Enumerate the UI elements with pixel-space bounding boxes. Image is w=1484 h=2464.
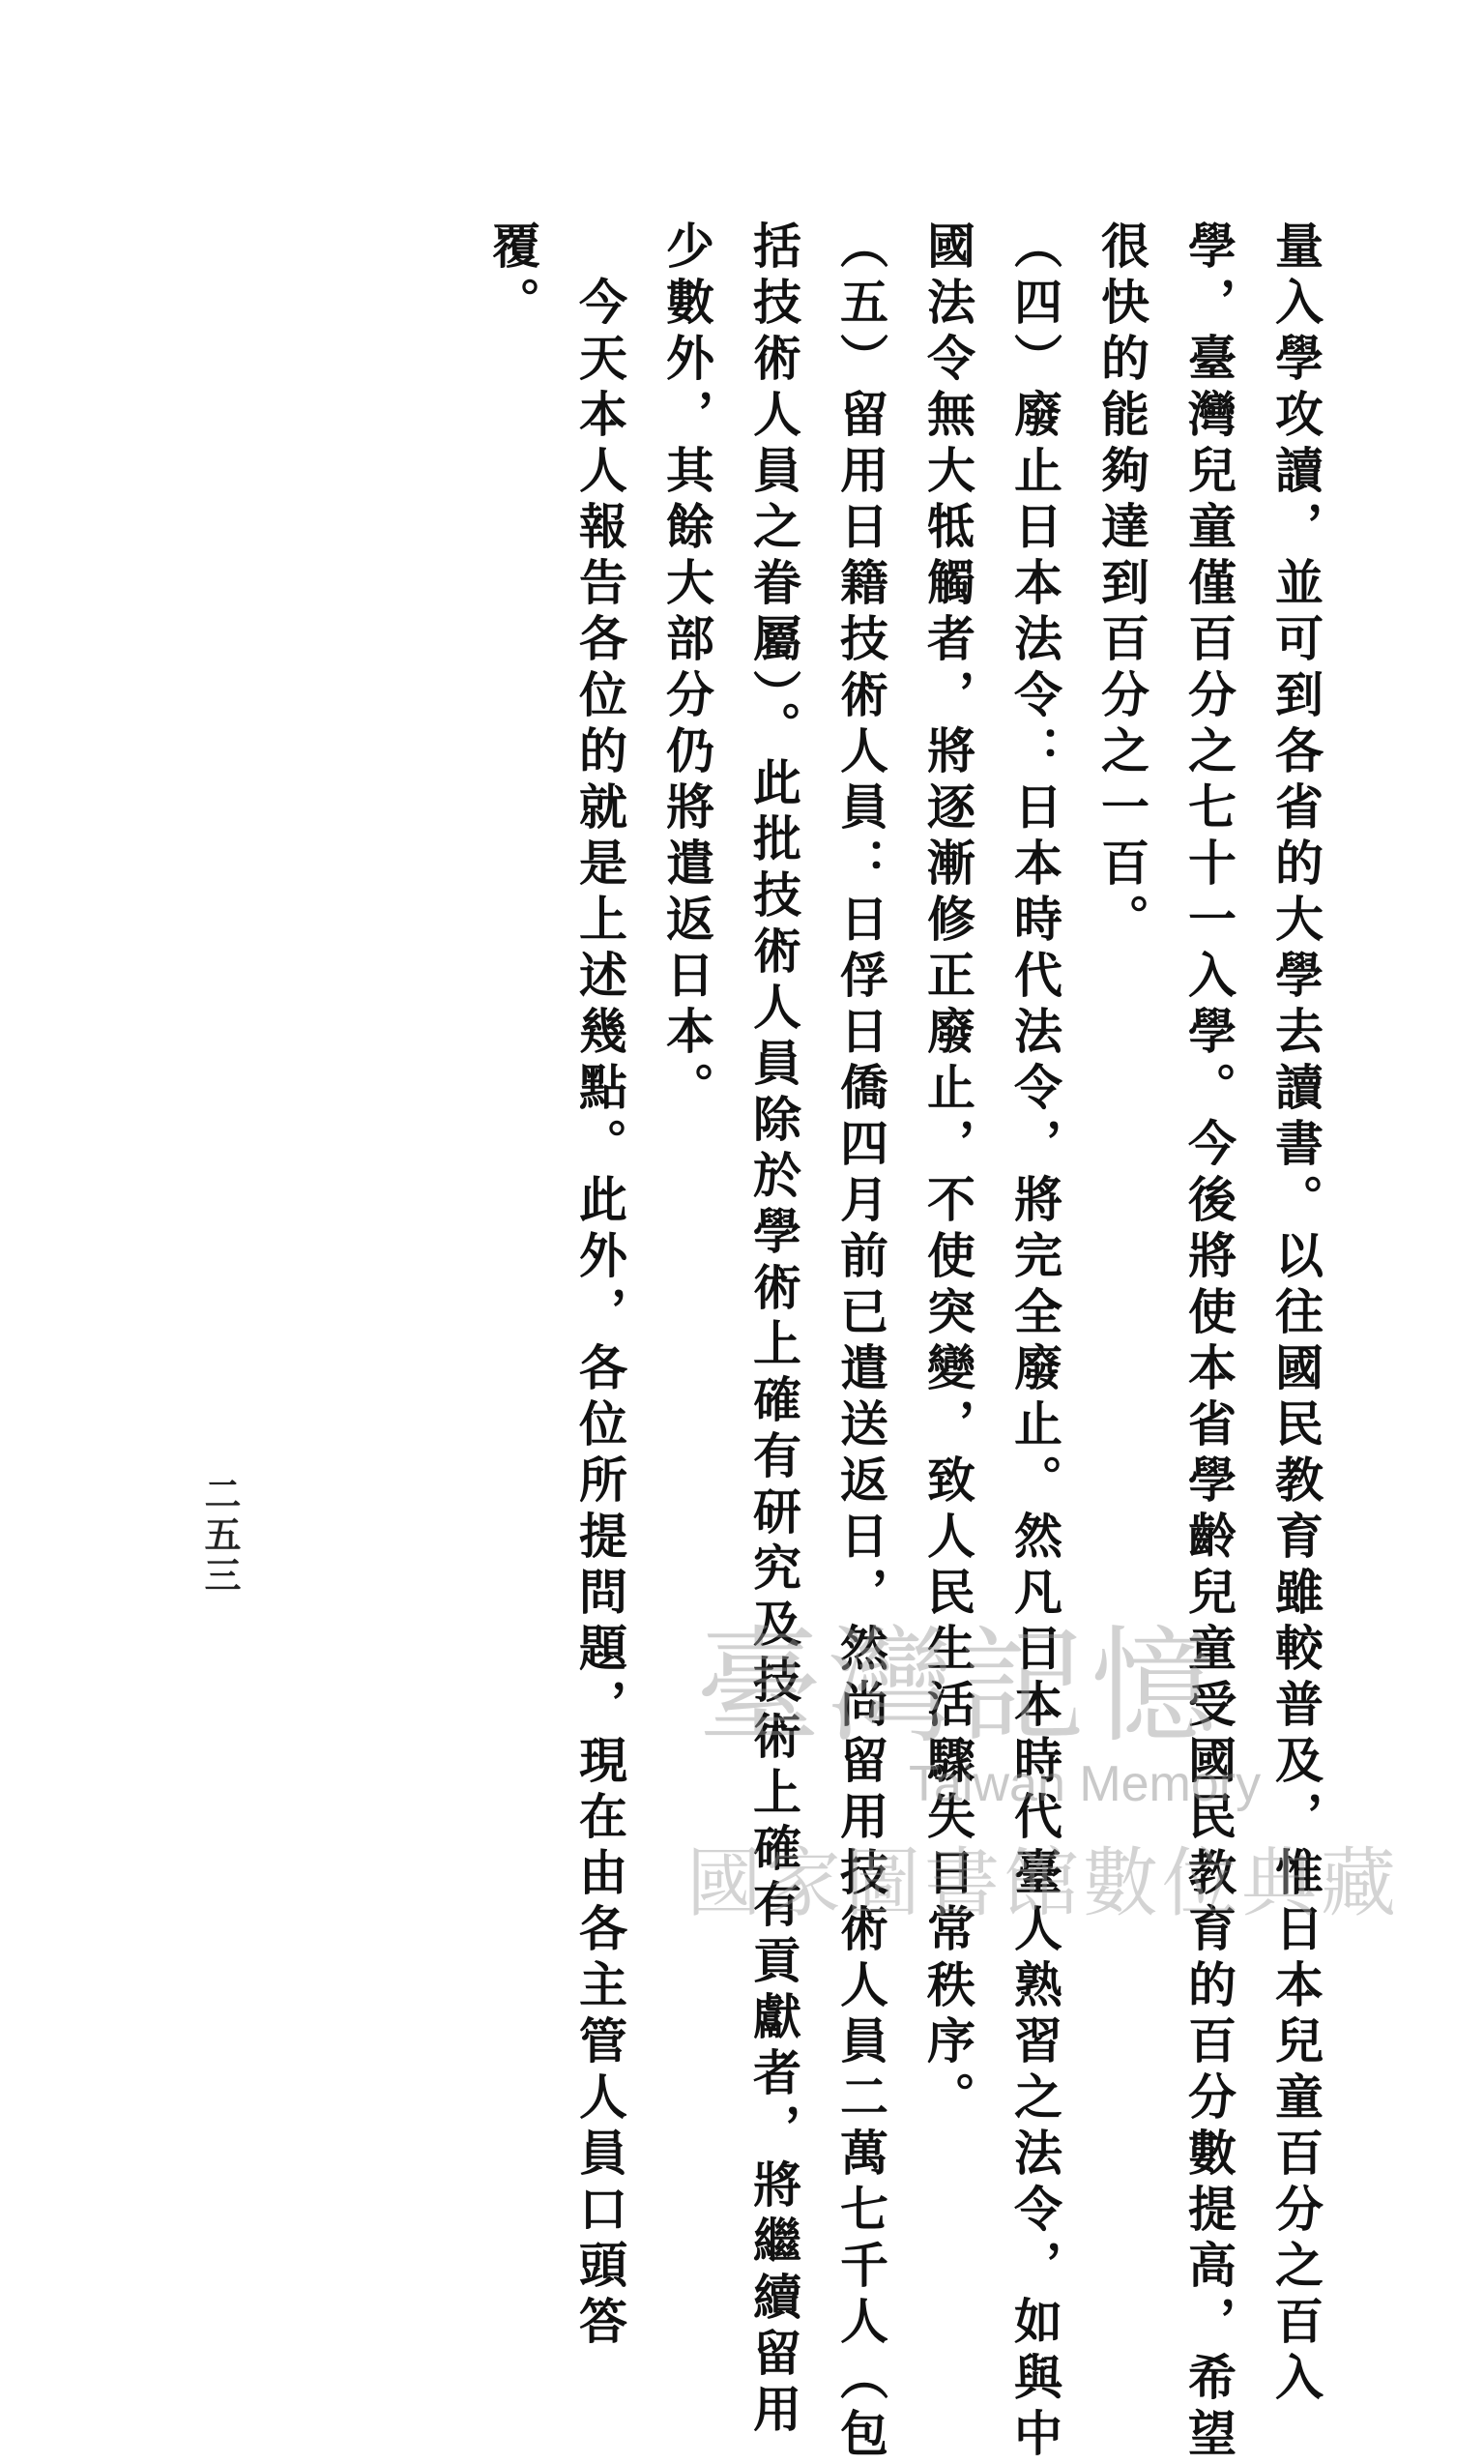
text-line-8: 少數外，其餘大部分仍將遣返日本。	[658, 220, 715, 1118]
text-line-7: 括技術人員之眷屬）。此批技術人員除於學術上確有研究及技術上確有貢獻者，將繼續留用	[745, 220, 802, 2440]
text-line-9: 今天本人報告各位的就是上述幾點。此外，各位所提問題，現在由各主管人員口頭答	[571, 220, 628, 2352]
watermark-english-text: Taiwan Memory	[909, 1756, 1262, 1812]
page-number: 二五三	[198, 1475, 242, 1597]
watermark-main-text: 臺灣記憶	[696, 1613, 1223, 1760]
text-line-2: 學，臺灣兒童僅百分之七十一入學。今後將使本省學齡兒童受國民教育的百分數提高，希望	[1180, 220, 1237, 2464]
text-line-4: （四）廢止日本法令：日本時代法令，將完全廢止。然凡日本時代臺人熟習之法令，如與中	[1006, 220, 1063, 2464]
text-line-5: 國法令無大牴觸者，將逐漸修正廢止，不使突變，致人民生活驟失日常秩序。	[919, 220, 976, 2127]
text-line-3: 很快的能夠達到百分之一百。	[1093, 220, 1150, 950]
watermark-sub-text: 國家圖書館數位典藏	[686, 1840, 1401, 1927]
text-line-10: 覆。	[484, 220, 541, 333]
text-line-6: （五）留用日籍技術人員：日俘日僑四月前已遣送返日，然尚留用技術人員二萬七千人（包	[832, 220, 889, 2464]
text-line-1: 量入學攻讀，並可到各省的大學去讀書。以往國民教育雖較普及，惟日本兒童百分之百入	[1267, 220, 1324, 2408]
watermark-logo	[677, 1586, 1401, 1953]
